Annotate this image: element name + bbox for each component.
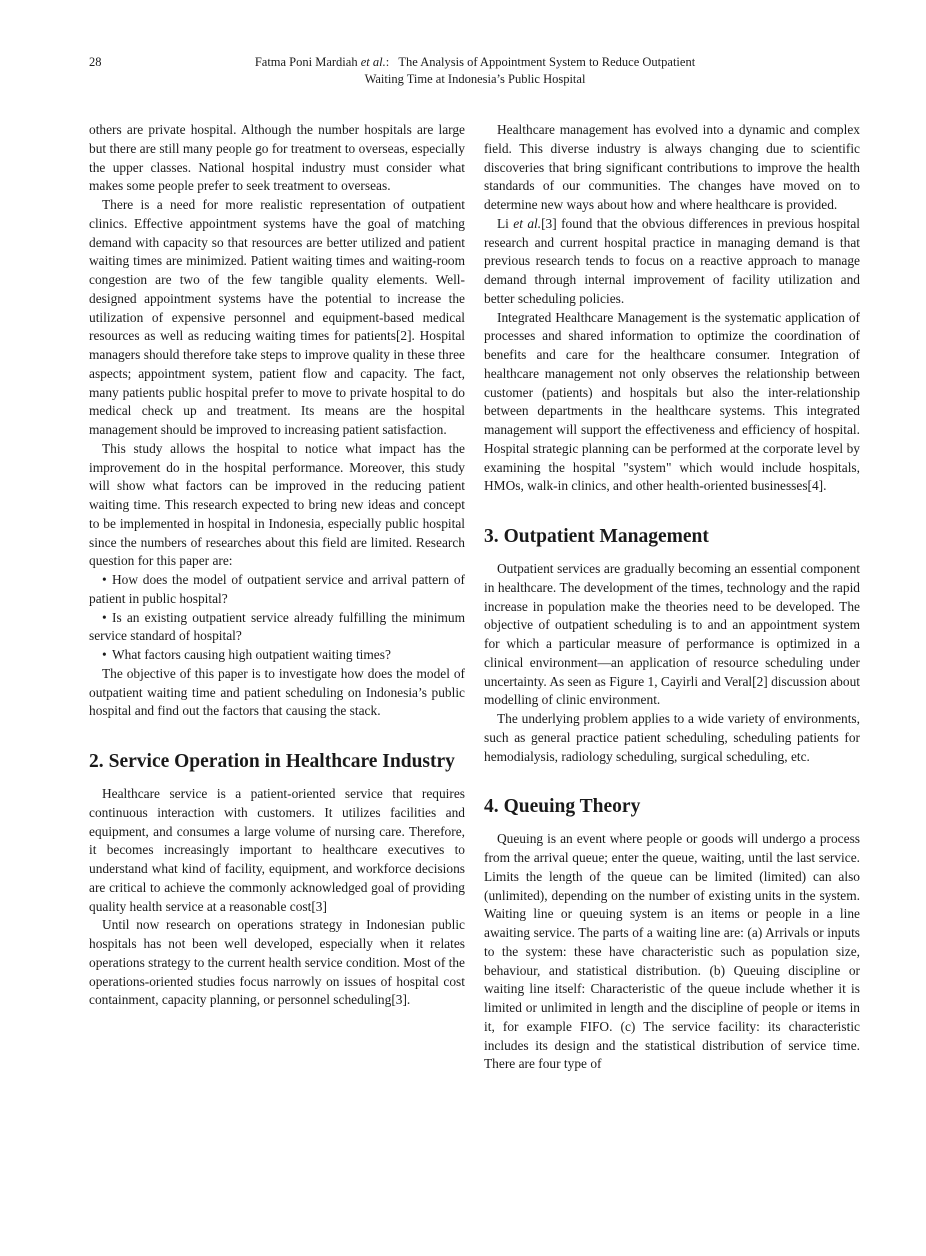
bullet-icon: •: [102, 609, 107, 625]
paragraph: others are private hospital. Although the number hospitals are large but there are still many people go for treatment to overseas, especially the upper classes. National hospital industry must consider what makes some people prefer to seek treatment to overseas.: [89, 122, 465, 194]
separator: :: [385, 55, 399, 69]
section-title: Queuing Theory: [503, 796, 641, 818]
paragraph: Healthcare management has evolved into a dynamic and complex field. This diverse industry is always changing due to scientific discoveries that bring significant contributions to improve the health standards of our communities. The changes have moved on to determine new ways about how and where healthcare is provided.: [484, 122, 860, 212]
section-number: 4.: [484, 796, 499, 818]
bullet-icon: •: [102, 572, 107, 587]
paper-title-part-1: The Analysis of Appointment System to Reduce Outpatient: [398, 55, 696, 69]
section-heading: [89, 752, 465, 772]
paragraph: Integrated Healthcare Management is the systematic application of processes and shared information to optimize the coordination of benefits and care for the healthcare consumer. Integration of healthcare management not only observes the relationship between customer (patients) and hospitals but also the inter-relationship between departments in the healthcare systems. This integrated management will support the effectiveness and efficiency of hospital. Hospital strategic planning can be performed at the corporate level by examining the hospital "system" which would include hospitals, HMOs, walk-in clinics, and other health-oriented businesses[4].: [484, 309, 860, 494]
left-column: [89, 121, 465, 1010]
research-questions-list: [89, 571, 465, 665]
et-al: et al.: [513, 215, 542, 231]
bullet-icon: •: [102, 647, 107, 662]
running-title: [200, 54, 750, 88]
text: [3] found that the obvious differences in previous hospital research and current hospital practice in managing demand is that previous research tends to focus on a reactive approach to manage demand through internal improvement of facility utilization and better scheduling policies.: [484, 215, 860, 306]
list-item: [89, 609, 465, 647]
paragraph: Outpatient services are gradually becoming an essential component in healthcare. The development of the times, technology and the rapid increase in population make the theories need to be developed. The objective of outpatient scheduling is to and an appointment system for which a particular measure of performance is optimized in a clinical environment—an application of resource scheduling under uncertainty. As seen as Figure 1, Cayirli and Veral[2] discussion about modelling of clinic environment.: [484, 561, 860, 708]
paragraph: [484, 215, 860, 309]
paragraph: Until now research on operations strategy in Indonesian public hospitals has not been well developed, especially when it relates operations strategy to the current health service condition. Most of the operations-oriented studies focus narrowly on issues of hospital cost containment, capacity planning, or personnel scheduling[3].: [89, 917, 465, 1008]
section-heading: [484, 797, 860, 817]
section-heading: [484, 527, 860, 547]
section-number: 2.: [89, 751, 104, 772]
authors: Fatma Poni Mardiah: [254, 55, 361, 69]
paragraph: The underlying problem applies to a wide variety of environments, such as general practice patient scheduling, scheduling patients for hemodialysis, radiology scheduling, surgical scheduling, etc.: [484, 711, 860, 764]
paragraph: The objective of this paper is to investigate how does the model of outpatient waiting time and patient scheduling on Indonesia’s public hospital and find out the factors that causing the stack.: [89, 665, 465, 719]
paragraph: Healthcare service is a patient-oriented service that requires continuous interaction with customers. It utilizes facilities and equipment, and consumes a large volume of nursing care. Therefore, it becomes increasingly important to healthcare executives to understand what kind of facility, equipment, and workforce decisions are critical to achieve the commonly acknowledged goal of providing quality health service at a reasonable cost[3]: [89, 786, 465, 914]
paper-title-part-2: Waiting Time at Indonesia’s Public Hospital: [364, 72, 586, 86]
et-al: et al.: [360, 55, 386, 69]
section-number: 3.: [484, 526, 499, 547]
page-number: 28: [89, 55, 102, 69]
running-title-line-1: [200, 54, 750, 71]
list-item-text: Is an existing outpatient service already fulfilling the minimum service standard of hospital?: [89, 609, 465, 644]
right-column: [484, 121, 860, 1074]
paragraph: Queuing is an event where people or goods will undergo a process from the arrival queue; enter the queue, waiting, until the last service. Limits the length of the queue can be limited (limited) can also (unlimited), depending on the number of existing units in the system. Waiting line or queuing system is an items or people in a line awaiting service. The parts of a waiting line are: (a) Arrivals or inputs to the system: these have characteristic such as population size, behaviour, and statistical distribution. (b) Queuing discipline or waiting line itself: Characteristic of the queue include whether it is limited or unlimited in length and the discipline of people or items in it, for example FIFO. (c) The service facility: its characteristic includes its design and the statistical distribution of service time. There are four type of: [484, 831, 860, 1072]
list-item: [89, 646, 465, 665]
list-item: [89, 571, 465, 609]
text: Li: [497, 215, 514, 231]
list-item-text: What factors causing high outpatient waiting times?: [112, 647, 391, 662]
paragraph: This study allows the hospital to notice what impact has the improvement do in the hospital performance. Moreover, this study will show what factors can be improved in the reducing patient waiting time. This research expected to bring new ideas and concept to be implemented in hospital in Indonesia, especially public hospital since the numbers of researches about this field are limited. Research question for this paper are:: [89, 440, 465, 569]
paragraph: There is a need for more realistic representation of outpatient clinics. Effective appointment systems have the goal of matching demand with capacity so that resources are better utilized and patient waiting times are minimized. Patient waiting times and waiting-room congestion are two of the few tangible quality elements. Well-designed appointment systems have the potential to increase the utilization of expensive personnel and equipment-based medical resources as well as reducing waiting times for patients[2]. Hospital managers should therefore take steps to improve quality in these three aspects; appointment system, patient flow and capacity. The fact, many patients public hospital prefer to move to private hospital to do medical check up and treatment. Its means are the hospital management should be improved to increasing patient satisfaction.: [89, 197, 465, 437]
section-title: Outpatient Management: [503, 526, 709, 547]
list-item-text: How does the model of outpatient service and arrival pattern of patient in public hospital?: [89, 572, 465, 606]
section-title: Service Operation in Healthcare Industry: [108, 751, 455, 772]
